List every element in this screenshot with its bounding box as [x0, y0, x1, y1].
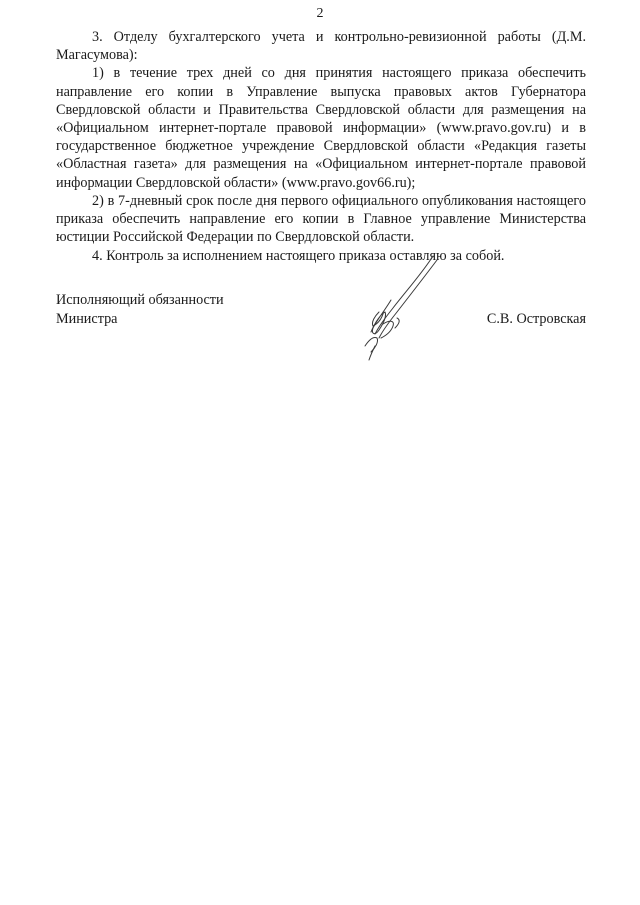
- signatory-name: С.В. Островская: [486, 311, 586, 327]
- paragraph-item-3: 3. Отделу бухгалтерского учета и контрольно-ревизионной работы (Д.М. Магасумова):: [56, 29, 586, 64]
- paragraph-subitem-1: 1) в течение трех дней со дня принятия настоящего приказа обеспечить направление его копии в Управление выпуска правовых актов Губернатора Свердловской области и Правительства Свердловской области для размещения на «Официальном интернет-портале правовой информации» (www.pravo.gov.ru) и в государственное бюджетное учреждение Свердловской области «Редакция газеты «Областная газета» для размещения на «Официальном интернет-портале правовой информации Свердловской области» (www.pravo.gov66.ru);: [56, 65, 586, 191]
- document-body: [56, 28, 586, 266]
- signature-block: [56, 291, 586, 329]
- signatory-role-line-2: Министра: [56, 311, 118, 327]
- paragraph-item-4: 4. Контроль за исполнением настоящего приказа оставляю за собой.: [92, 248, 505, 265]
- paragraph-subitem-2: 2) в 7-дневный срок после дня первого официального опубликования настоящего приказа обеспечить направление его копии в Главное управление Министерства юстиции Российской Федерации по Свердловской области.: [56, 192, 586, 246]
- signatory-role-line-1: Исполняющий обязанности: [56, 292, 224, 308]
- page-number: 2: [316, 6, 324, 21]
- handwritten-signature-icon: [335, 250, 455, 370]
